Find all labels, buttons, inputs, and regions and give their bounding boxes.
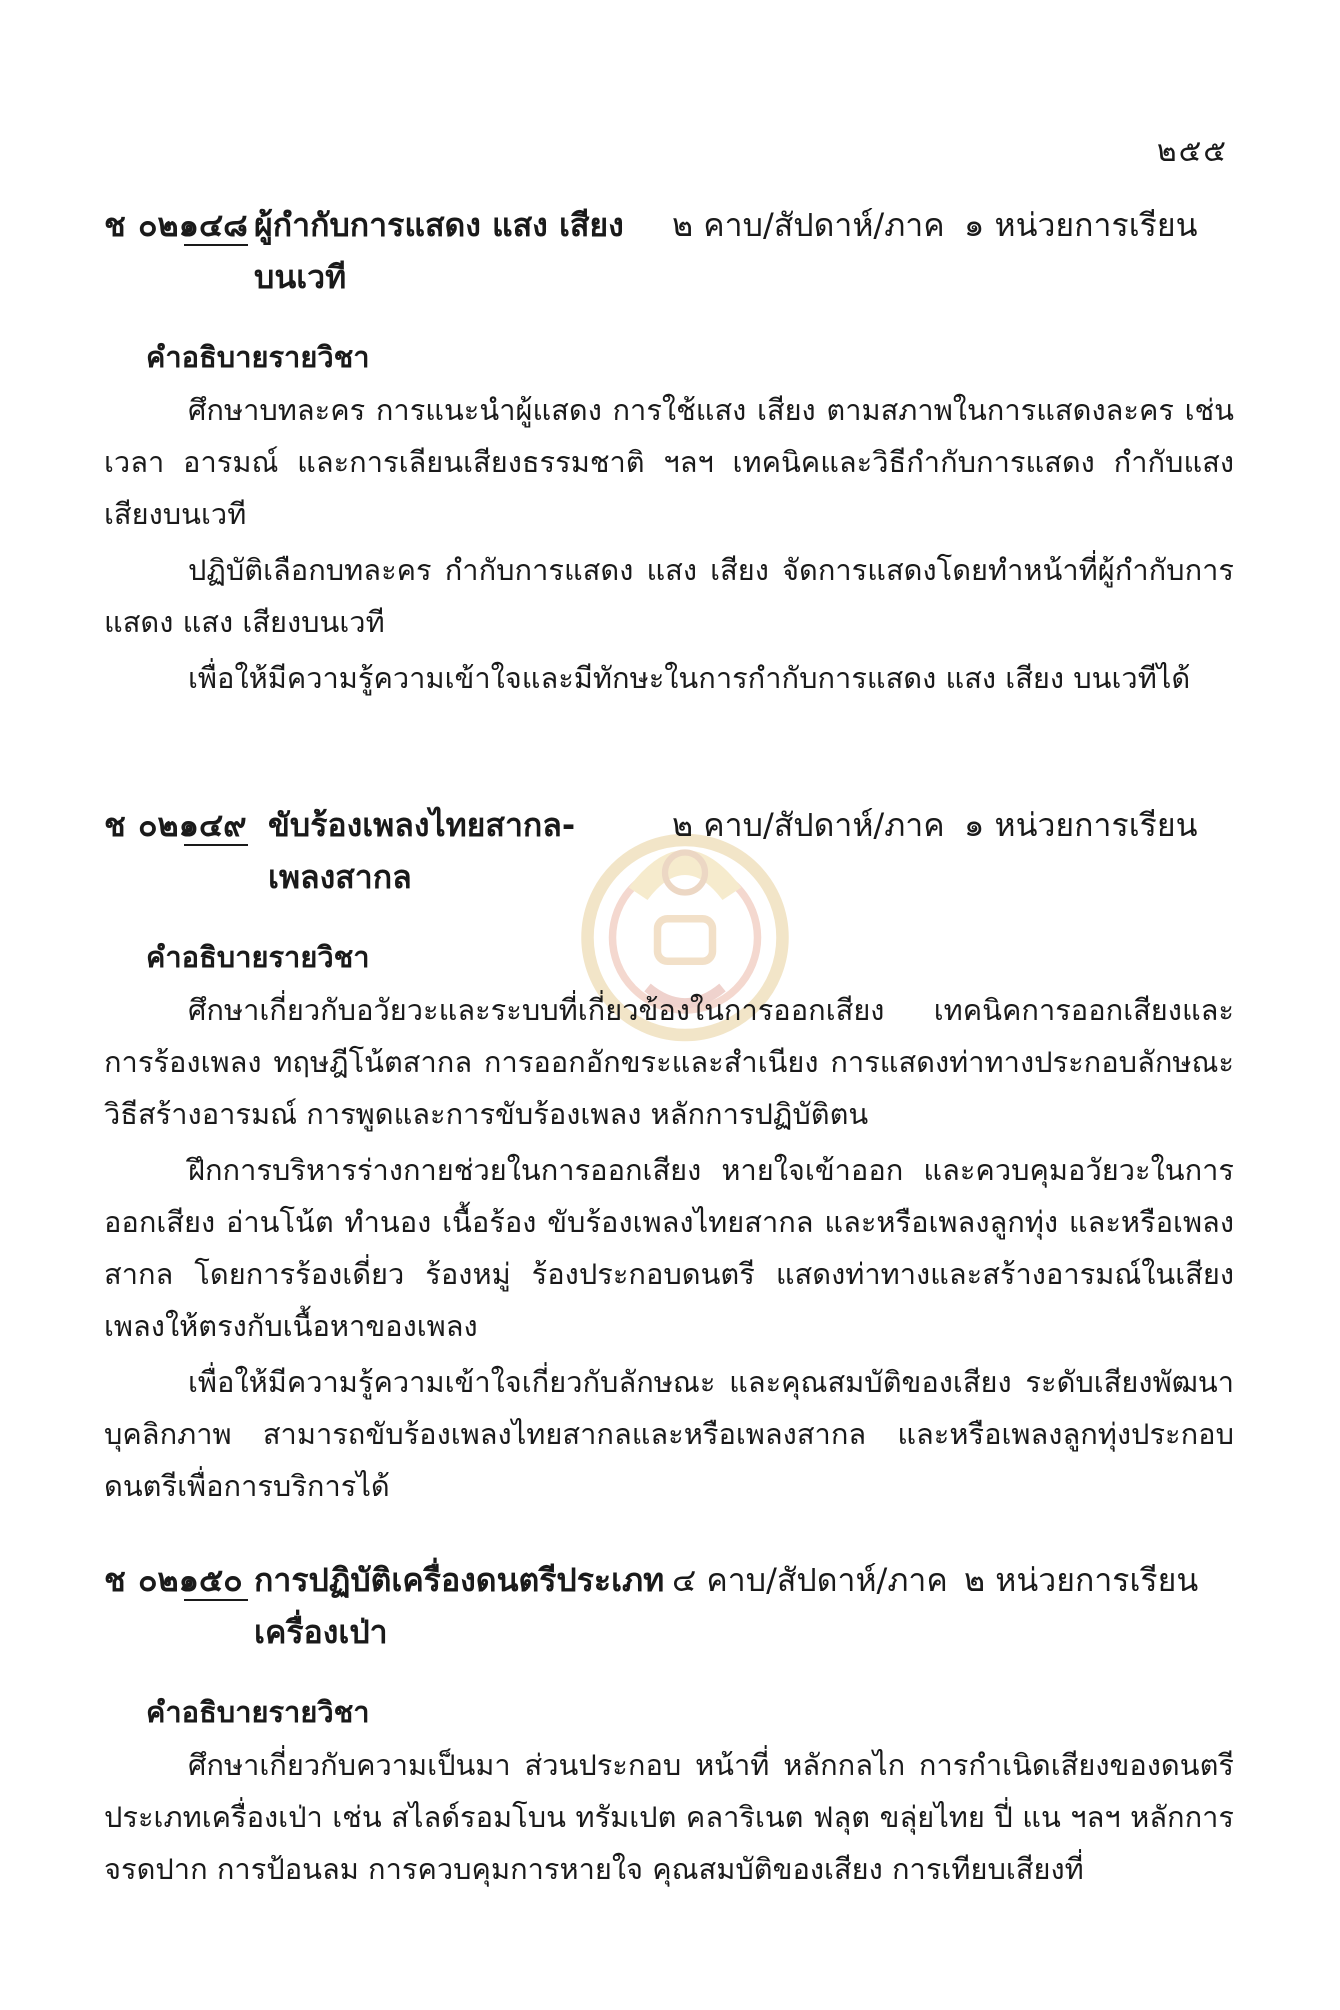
description-heading: คำอธิบายรายวิชา: [146, 940, 370, 974]
code-underline: [184, 844, 248, 846]
description-heading: คำอธิบายรายวิชา: [146, 340, 370, 374]
course-header: [104, 1555, 1234, 1665]
description-paragraph: ศึกษาบทละคร การแนะนำผู้แสดง การใช้แสง เสียง ตามสภาพในการแสดงละคร เช่น เวลา อารมณ์ และการเลียนเสียงธรรมชาติ ฯลฯ เทคนิคและวิธีกำกับการแสดง กำกับแสงเสียงบนเวที: [104, 393, 1234, 531]
course-title-line2: เครื่องเป่า: [254, 1613, 388, 1651]
course-block-02148: [104, 200, 1234, 704]
description-heading: คำอธิบายรายวิชา: [146, 1695, 370, 1729]
course-credits: ๑ หน่วยการเรียน: [964, 806, 1198, 844]
description-paragraph: เพื่อให้มีความรู้ความเข้าใจเกี่ยวกับลักษณะ และคุณสมบัติของเสียง ระดับเสียงพัฒนาบุคลิกภาพ สามารถขับร้องเพลงไทยสากลและหรือเพลงสากล และหรือเพลงลูกทุ่งประกอบดนตรีเพื่อการบริการได้: [104, 1365, 1234, 1503]
course-title-line2: บนเวที: [254, 258, 347, 296]
course-code: ๐๒๑๕๐: [138, 1561, 243, 1599]
course-code: ๐๒๑๔๘: [138, 206, 248, 244]
code-underline: [184, 1599, 248, 1601]
course-block-02150: [104, 1555, 1234, 1895]
course-credits: ๒ หน่วยการเรียน: [964, 1561, 1199, 1599]
description-paragraph: ศึกษาเกี่ยวกับอวัยวะและระบบที่เกี่ยวข้องในการออกเสียง เทคนิคการออกเสียงและการร้องเพลง ทฤษฎีโน้ตสากล การออกอักขระและสำเนียง การแสดงท่าทางประกอบลักษณะวิธีสร้างอารมณ์ การพูดและการขับร้องเพลง หลักการปฏิบัติตน: [104, 993, 1234, 1131]
description-paragraph: ศึกษาเกี่ยวกับความเป็นมา ส่วนประกอบ หน้าที่ หลักกลไก การกำเนิดเสียงของดนตรีประเภทเครื่องเป่า เช่น สไลด์รอมโบน ทรัมเปต คลาริเนต ฟลุต ขลุ่ยไทย ปี่ แน ฯลฯ หลักการจรดปาก การป้อนลม การควบคุมการหายใจ คุณสมบัติของเสียง การเทียบเสียงที่: [104, 1748, 1234, 1886]
course-title: ผู้กำกับการแสดง แสง เสียง: [254, 206, 624, 244]
course-hours: ๒ คาบ/สัปดาห์/ภาค: [672, 206, 945, 244]
course-prefix: ช: [104, 206, 126, 244]
course-hours: ๒ คาบ/สัปดาห์/ภาค: [672, 806, 945, 844]
description-paragraph: เพื่อให้มีความรู้ความเข้าใจและมีทักษะในการกำกับการแสดง แสง เสียง บนเวทีได้: [188, 661, 1191, 695]
course-code: ๐๒๑๔๙: [138, 806, 247, 844]
course-title-line2: เพลงสากล: [268, 858, 412, 896]
course-title: ขับร้องเพลงไทยสากล-: [268, 806, 576, 844]
description-paragraph: ฝึกการบริหารร่างกายช่วยในการออกเสียง หายใจเข้าออก และควบคุมอวัยวะในการออกเสียง อ่านโน้ต ทำนอง เนื้อร้อง ขับร้องเพลงไทยสากล และหรือเพลงลูกทุ่ง และหรือเพลงสากล โดยการร้องเดี่ยว ร้องหมู่ ร้องประกอบดนตรี แสดงท่าทางและสร้างอารมณ์ในเสียงเพลงให้ตรงกับเนื้อหาของเพลง: [104, 1153, 1234, 1343]
course-header: [104, 200, 1234, 310]
course-credits: ๑ หน่วยการเรียน: [964, 206, 1198, 244]
course-hours: ๔ คาบ/สัปดาห์/ภาค: [672, 1561, 948, 1599]
course-title: การปฏิบัติเครื่องดนตรีประเภท: [254, 1561, 665, 1599]
course-block-02149: [104, 800, 1234, 1512]
course-header: [104, 800, 1234, 910]
page-number: ๒๕๕: [1156, 134, 1228, 169]
course-prefix: ช: [104, 806, 126, 844]
code-underline: [184, 244, 248, 246]
description-paragraph: ปฏิบัติเลือกบทละคร กำกับการแสดง แสง เสียง จัดการแสดงโดยทำหน้าที่ผู้กำกับการแสดง แสง เสียงบนเวที: [104, 553, 1234, 639]
course-prefix: ช: [104, 1561, 126, 1599]
